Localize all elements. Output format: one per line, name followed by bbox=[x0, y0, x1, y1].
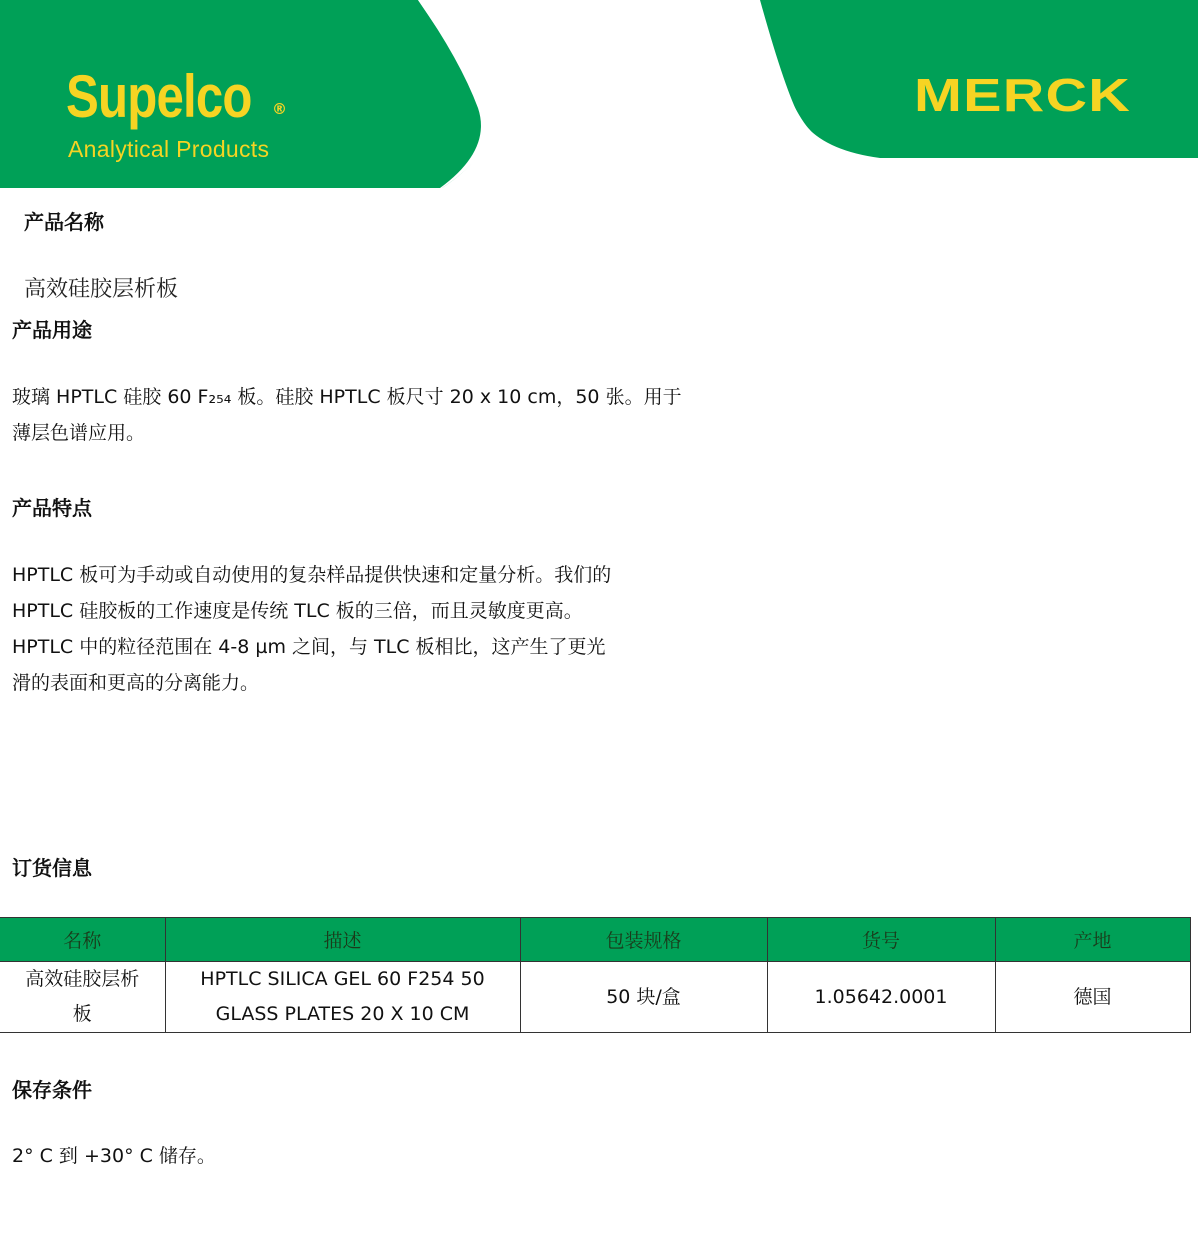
brand-subtitle: Analytical Products bbox=[68, 136, 270, 162]
cell-name-line: 高效硅胶层析 bbox=[25, 968, 140, 990]
cell-package: 50 块/盒 bbox=[520, 962, 767, 1033]
product-use-heading: 产品用途 bbox=[12, 318, 92, 342]
product-name-heading: 产品名称 bbox=[24, 210, 104, 234]
storage-text: 2° C 到 +30° C 储存。 bbox=[12, 1145, 216, 1167]
column-header-description: 描述 bbox=[165, 918, 520, 962]
merck-logo: MERCK bbox=[914, 69, 1132, 121]
cell-name-line: 板 bbox=[72, 1003, 92, 1025]
features-text bbox=[12, 557, 611, 701]
cell-description bbox=[165, 962, 520, 1033]
registered-mark: ® bbox=[272, 100, 287, 118]
product-use-line: 薄层色谱应用。 bbox=[12, 422, 146, 444]
features-line: HPTLC 硅胶板的工作速度是传统 TLC 板的三倍，而且灵敏度更高。 bbox=[12, 600, 583, 622]
supelco-logo: Supelco bbox=[66, 63, 252, 130]
brand-header bbox=[0, 0, 1198, 188]
order-table-header-row bbox=[0, 918, 1190, 962]
order-table bbox=[0, 917, 1191, 1033]
features-line: HPTLC 板可为手动或自动使用的复杂样品提供快速和定量分析。我们的 bbox=[12, 564, 612, 586]
product-use-text bbox=[12, 379, 682, 451]
storage-heading: 保存条件 bbox=[12, 1078, 92, 1102]
features-line: HPTLC 中的粒径范围在 4-8 µm 之间，与 TLC 板相比，这产生了更光 bbox=[12, 636, 606, 658]
cell-catalog-no: 1.05642.0001 bbox=[767, 962, 995, 1033]
cell-description-line: GLASS PLATES 20 X 10 CM bbox=[215, 1003, 470, 1025]
column-header-package: 包装规格 bbox=[520, 918, 767, 962]
cell-origin: 德国 bbox=[995, 962, 1190, 1033]
features-line: 滑的表面和更高的分离能力。 bbox=[12, 672, 260, 694]
table-row bbox=[0, 962, 1190, 1033]
column-header-origin: 产地 bbox=[995, 918, 1190, 962]
features-heading: 产品特点 bbox=[12, 496, 92, 520]
cell-name bbox=[0, 962, 165, 1033]
product-name-value: 高效硅胶层析板 bbox=[24, 277, 179, 302]
order-heading: 订货信息 bbox=[12, 856, 92, 880]
product-use-line: 玻璃 HPTLC 硅胶 60 F₂₅₄ 板。硅胶 HPTLC 板尺寸 20 x 10 cm，50 张。用于 bbox=[12, 386, 682, 408]
cell-description-line: HPTLC SILICA GEL 60 F254 50 bbox=[200, 968, 485, 990]
column-header-name: 名称 bbox=[0, 918, 165, 962]
column-header-catalog-no: 货号 bbox=[767, 918, 995, 962]
